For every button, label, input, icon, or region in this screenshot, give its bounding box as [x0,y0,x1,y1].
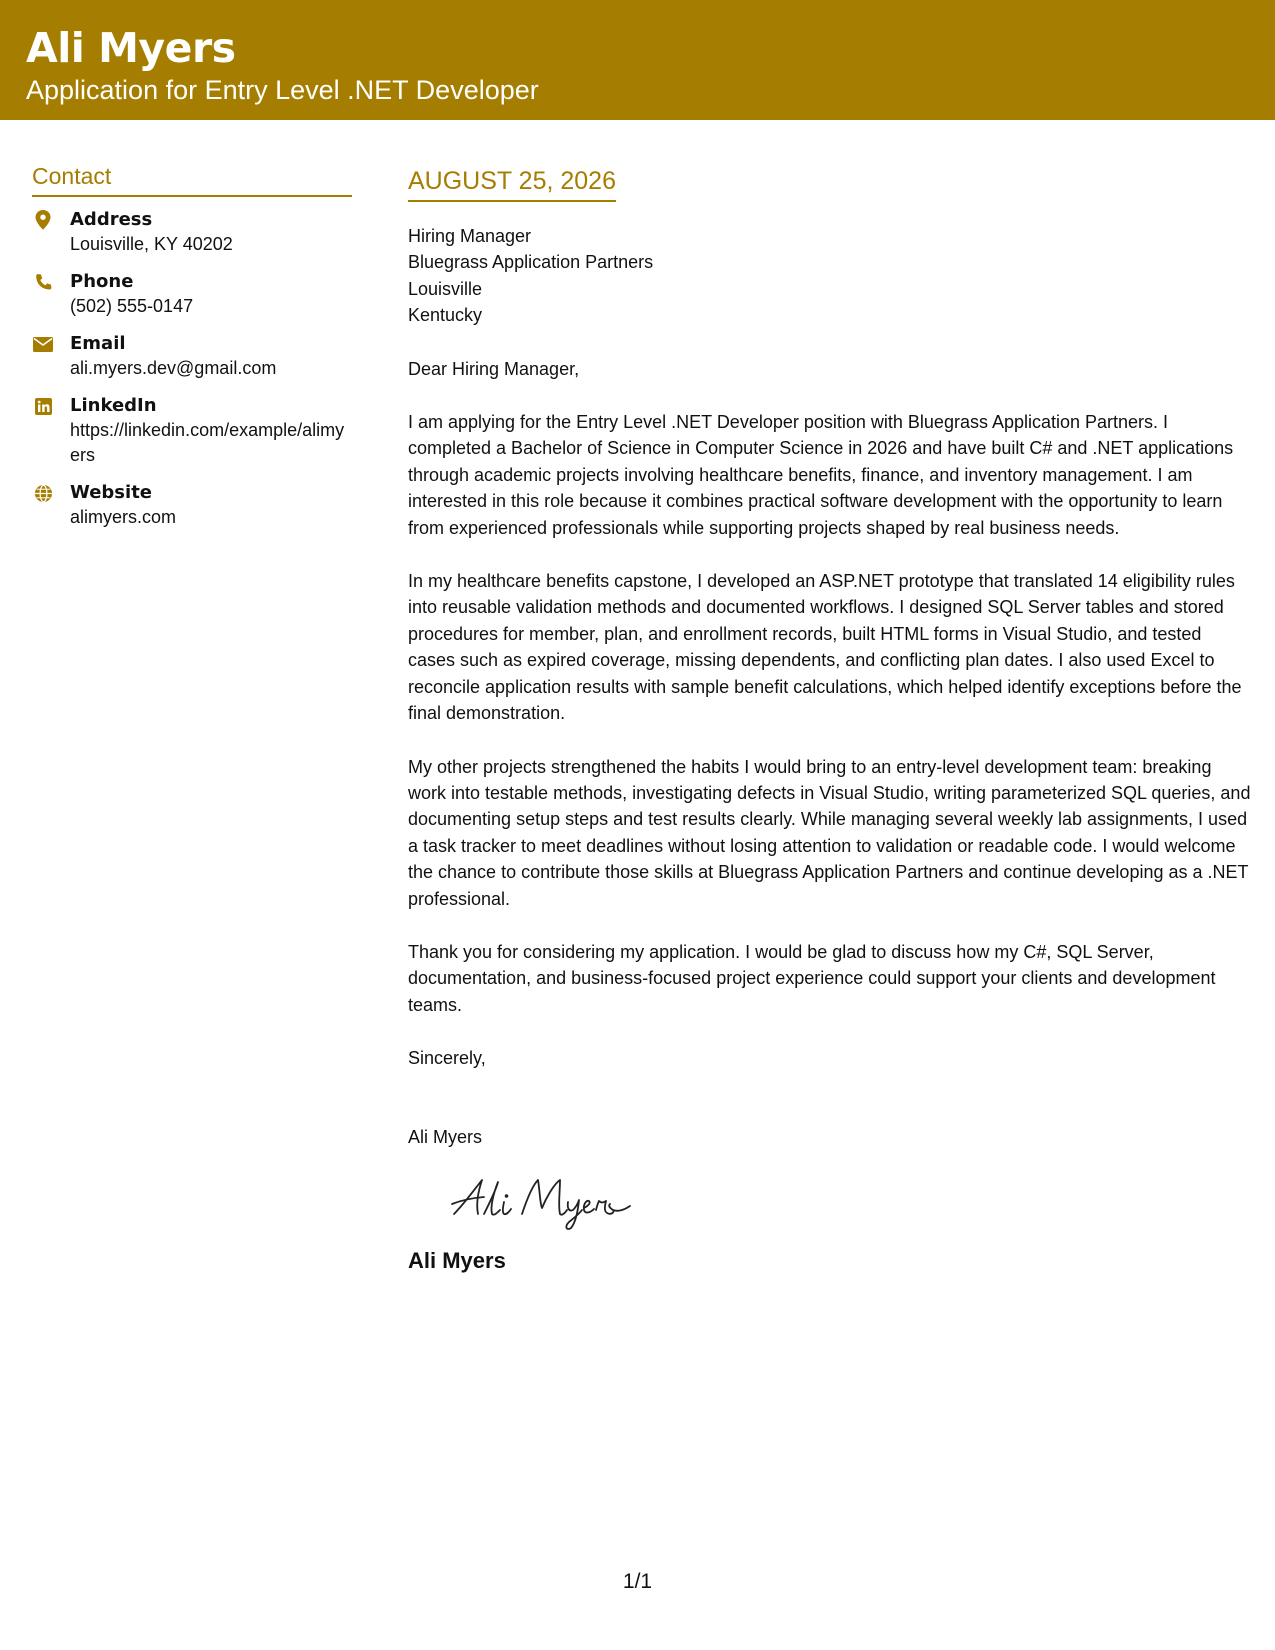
email-value[interactable]: ali.myers.dev@gmail.com [70,358,277,378]
page-number: 1/1 [622,1570,653,1593]
contact-section-title: Contact [32,160,352,197]
header-banner [0,0,1275,120]
phone-icon [32,271,54,293]
recipient-line: Kentucky [408,305,483,326]
closing-name: Ali Myers [408,1126,483,1147]
applicant-name: Ali Myers [26,24,236,72]
contact-label: Website [70,482,153,503]
contact-item-phone [32,269,352,319]
contact-item-website [32,480,352,530]
globe-icon [32,482,54,504]
address-value: Louisville, KY 40202 [70,234,233,254]
letter-paragraph: I am applying for the Entry Level .NET Developer position with Bluegrass Application Partners. I completed a Bachelor of Science in Computer Science in 2026 and have built C# and .NET applications through academic projects involving healthcare benefits, finance, and inventory management. I am interested in this role because it combines practical software development with the opportunity to learn from experienced professionals while supporting projects shaped by real business needs. [408,412,1234,538]
contact-item-linkedin [32,393,352,468]
application-subtitle: Application for Entry Level .NET Developer [26,75,539,105]
contact-label: Phone [70,271,134,292]
contact-label: Address [70,209,153,230]
phone-value: (502) 555-0147 [70,296,194,316]
recipient-block [408,223,1253,329]
contact-label: Email [70,333,126,354]
recipient-line: Louisville [408,278,483,299]
letter-body [408,164,1253,1276]
letter-paragraph: My other projects strengthened the habits I would bring to an entry-level development team: breaking work into testable methods, investigating defects in Visual Studio, writing parameterized SQL queries, and documenting setup steps and test results clearly. While managing several weekly lab assignments, I used a task tracker to meet deadlines without losing attention to validation or readable code. I would welcome the chance to contribute those skills at Bluegrass Application Partners and continue developing as a .NET professional. [408,756,1251,909]
linkedin-icon [32,395,54,417]
contact-label: LinkedIn [70,395,157,416]
contact-item-address [32,207,352,257]
letter-date: AUGUST 25, 2026 [408,164,616,202]
handwritten-signature [448,1170,638,1232]
recipient-line: Bluegrass Application Partners [408,252,654,273]
closing: Sincerely, [408,1048,486,1069]
letter-paragraph: In my healthcare benefits capstone, I developed an ASP.NET prototype that translated 14 eligibility rules into reusable validation methods and documented workflows. I designed SQL Server tables and stored procedures for member, plan, and enrollment records, built HTML forms in Visual Studio, and tested cases such as expired coverage, missing dependents, and conflicting plan dates. I also used Excel to reconcile application results with sample benefit calculations, which helped identify exceptions before the final demonstration. [408,571,1242,724]
signed-name: Ali Myers [408,1247,506,1273]
map-marker-icon [32,209,54,231]
salutation: Dear Hiring Manager, [408,358,580,379]
contact-item-email [32,331,352,381]
website-value[interactable]: alimyers.com [70,507,177,527]
recipient-line: Hiring Manager [408,226,532,246]
envelope-icon [32,333,54,355]
letter-paragraph: Thank you for considering my application. I would be glad to discuss how my C#, SQL Server, documentation, and business-focused project experience could support your clients and development teams. [408,941,1216,1015]
contact-sidebar [32,160,352,542]
linkedin-value[interactable]: https://linkedin.com/example/alimyers [70,420,345,465]
